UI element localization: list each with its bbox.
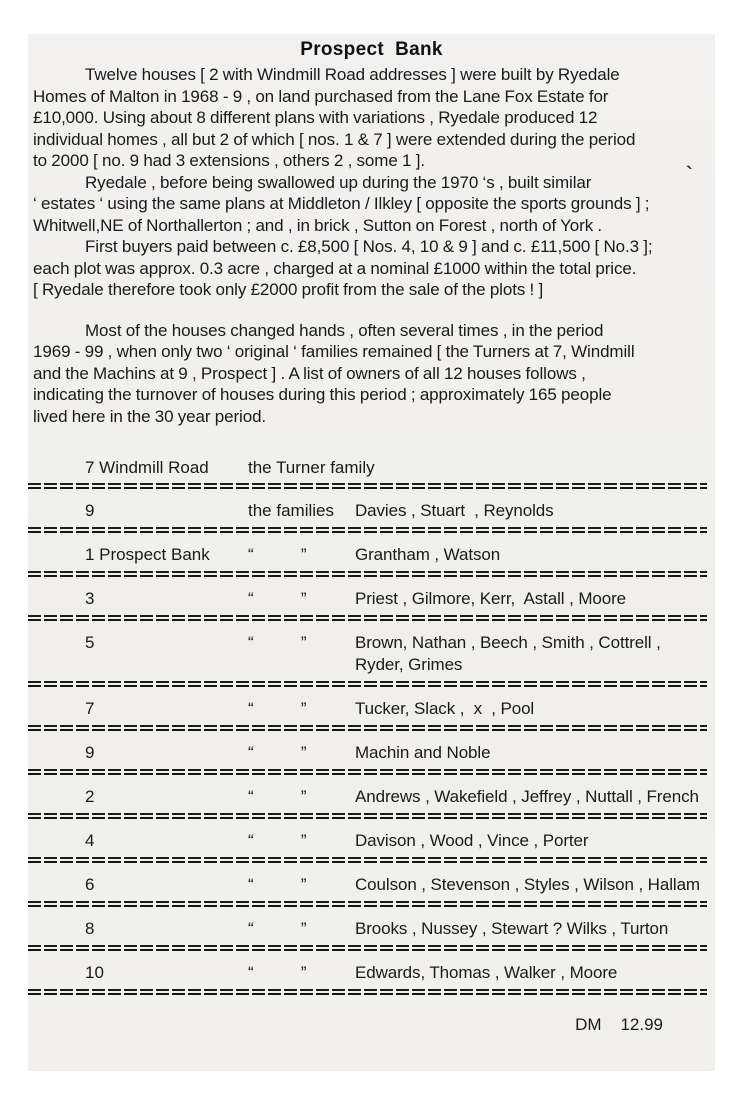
row-separator [28,900,707,908]
names-cell: Tucker, Slack , x , Pool [355,699,535,718]
stray-pen-mark: ` [686,164,693,186]
document-page [28,34,715,1071]
table-row [28,732,715,768]
ditto-cell: “ ” [248,787,307,806]
table-row [28,864,715,900]
families-cell: the Turner family [248,458,375,477]
ditto-cell: “ ” [248,589,307,608]
text-line: indicating the turnover of houses during this period ; approximately 165 people [33,385,612,404]
table-row [28,490,715,526]
text-line: Whitwell,NE of Northallerton ; and , in brick , Sutton on Forest , north of York . [33,215,603,235]
table-row [28,908,715,944]
text-line: individual homes , all but 2 of which [ nos. 1 & 7 ] were extended during the period [33,129,636,149]
table-row [28,820,715,856]
names-cell [355,457,715,478]
ditto-cell: “ ” [248,743,307,762]
text-line: ‘ estates ‘ using the same plans at Middleton / Ilkley [ opposite the sports grounds ] ; [33,194,650,213]
text-line: [ Ryedale therefore took only £2000 profit from the sale of the plots ! ] [33,280,544,299]
address-cell: 4 [85,831,95,850]
paragraph-intro [28,64,715,172]
text-line: First buyers paid between c. £8,500 [ Nos. 4, 10 & 9 ] and c. £11,500 [ No.3 ]; [85,237,653,256]
table-row [28,622,715,680]
text-line: Most of the houses changed hands , often several times , in the period [85,320,604,340]
ditto-cell: “ ” [248,875,307,894]
address-cell: 5 [85,633,95,652]
table-row [28,447,715,482]
row-separator [28,614,707,622]
row-separator [28,680,707,688]
ditto-cell: “ ” [248,699,307,718]
author-date-stamp: DM 12.99 [575,1015,663,1034]
address-cell: 7 Windmill Road [85,458,209,477]
ditto-cell: “ ” [248,633,307,652]
names-cell: Grantham , Watson [355,545,501,564]
row-separator [28,944,707,952]
paragraph-prices [28,236,715,301]
address-cell: 6 [85,875,95,894]
names-cell: Priest , Gilmore, Kerr, Astall , Moore [355,589,627,608]
families-cell: the families [248,501,334,520]
table-row [28,534,715,570]
address-cell: 3 [85,589,95,608]
table-row [28,776,715,812]
address-cell: 2 [85,787,95,806]
ditto-cell: “ ” [248,831,307,850]
text-line: each plot was approx. 0.3 acre , charged at a nominal £1000 within the total price. [33,258,637,278]
row-separator [28,724,707,732]
names-cell: Brown, Nathan , Beech , Smith , Cottrell , Ryder, Grimes [355,633,666,674]
names-cell: Andrews , Wakefield , Jeffrey , Nuttall , French [355,787,699,806]
text-line: £10,000. Using about 8 different plans with variations , Ryedale produced 12 [33,108,598,127]
row-separator [28,812,707,820]
address-cell: 9 [85,501,95,520]
row-separator [28,526,707,534]
table-row [28,952,715,988]
row-separator [28,570,707,578]
page-title: Prospect Bank [300,39,443,60]
paragraph-turnover [28,320,715,428]
names-cell: Davison , Wood , Vince , Porter [355,831,589,850]
address-cell: 1 Prospect Bank [85,545,210,564]
owners-table [28,447,715,996]
row-separator [28,988,707,996]
text-line: and the Machins at 9 , Prospect ] . A list of owners of all 12 houses follows , [33,363,586,383]
address-cell: 10 [85,963,104,982]
text-line: Homes of Malton in 1968 - 9 , on land purchased from the Lane Fox Estate for [33,86,609,106]
row-separator [28,768,707,776]
names-cell: Coulson , Stevenson , Styles , Wilson , Hallam [355,875,700,894]
row-separator [28,856,707,864]
address-cell: 8 [85,919,95,938]
ditto-cell: “ ” [248,919,307,938]
names-cell: Davies , Stuart , Reynolds [355,501,554,520]
text-line: to 2000 [ no. 9 had 3 extensions , others 2 , some 1 ]. [33,151,425,170]
text-line: lived here in the 30 year period. [33,406,267,426]
address-cell: 9 [85,743,95,762]
names-cell: Edwards, Thomas , Walker , Moore [355,963,618,982]
text-line: Twelve houses [ 2 with Windmill Road addresses ] were built by Ryedale [85,65,620,84]
ditto-cell: “ ” [248,963,307,982]
address-cell: 7 [85,699,95,718]
ditto-cell: “ ” [248,545,307,564]
text-line: 1969 - 99 , when only two ‘ original ‘ families remained [ the Turners at 7, Windmill [33,342,635,361]
row-separator [28,482,707,490]
text-line: Ryedale , before being swallowed up during the 1970 ‘s , built similar [85,172,592,192]
names-cell: Brooks , Nussey , Stewart ? Wilks , Turton [355,919,669,938]
table-row [28,578,715,614]
names-cell: Machin and Noble [355,743,491,762]
table-row [28,688,715,724]
paragraph-ryedale [28,172,715,237]
